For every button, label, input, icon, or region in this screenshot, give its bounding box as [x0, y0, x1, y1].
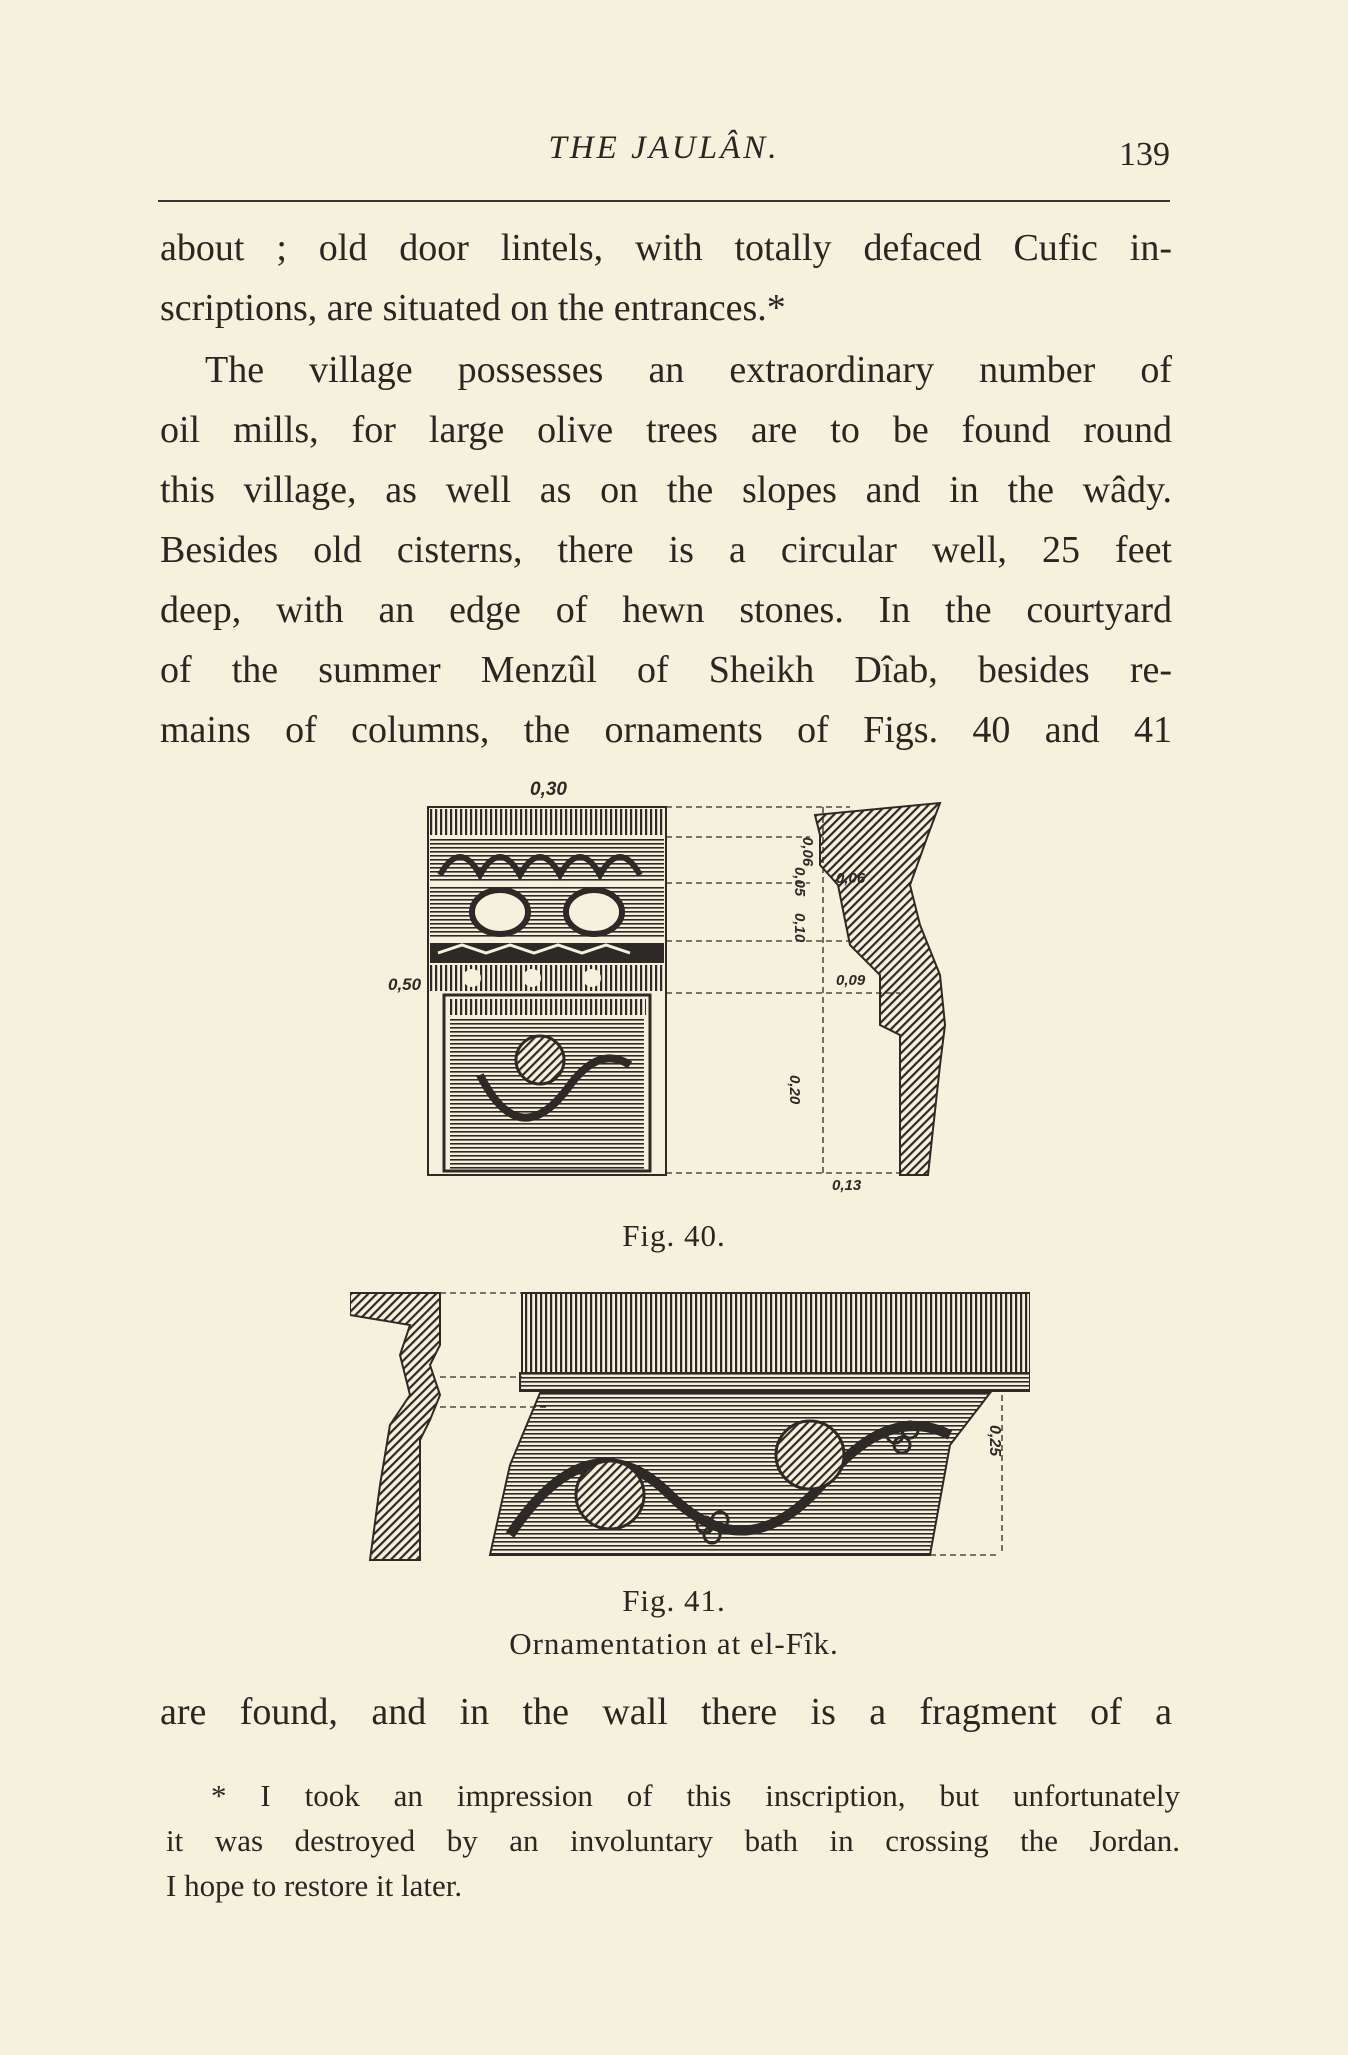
figure-41-drawing	[350, 1285, 1030, 1565]
figure-41-subcaption: Ornamentation at el-Fîk.	[509, 1626, 839, 1661]
text-line: are found, and in the wall there is a fragment of a	[160, 1691, 1172, 1733]
dim-label: 0,09	[836, 972, 866, 989]
figure-40-caption: Fig. 40.	[622, 1218, 726, 1253]
text-line: Besides old cisterns, there is a circular well, 25 feet	[160, 529, 1172, 571]
running-head	[158, 130, 1170, 180]
figure-41-caption: Fig. 41.	[622, 1583, 726, 1618]
header-rule	[158, 200, 1170, 202]
footnote	[166, 1773, 1180, 1908]
text-line: this village, as well as on the slopes and in the wâdy.	[160, 469, 1172, 511]
dim-label: 0,10	[791, 913, 808, 943]
paragraph-3	[160, 1682, 1172, 1742]
dim-label: 0,30	[530, 779, 567, 800]
text-line: about ; old door lintels, with totally defaced Cufic in-	[160, 227, 1172, 269]
dim-label: 0,20	[786, 1075, 803, 1105]
text-line: deep, with an edge of hewn stones. In the courtyard	[160, 589, 1172, 631]
dim-label: 0,13	[832, 1177, 862, 1194]
dim-label: 0,05	[791, 867, 808, 897]
dim-label: 0,06	[799, 837, 816, 867]
footnote-line: * I took an impression of this inscription, but unfortunately	[211, 1778, 1180, 1813]
dim-label: 0,25	[986, 1425, 1003, 1457]
dim-label: 0,50	[388, 975, 422, 994]
dim-label: 0,06	[836, 870, 866, 887]
text-line: oil mills, for large olive trees are to be found round	[160, 409, 1172, 451]
figure-40-drawing	[380, 775, 970, 1205]
footnote-line: I hope to restore it later.	[166, 1868, 463, 1903]
paragraph-1	[160, 218, 1172, 338]
text-line: mains of columns, the ornaments of Figs. 40 and 41	[160, 709, 1172, 751]
page-number: 139	[1119, 136, 1170, 173]
running-title: THE JAULÂN.	[548, 130, 780, 166]
paragraph-2	[160, 340, 1172, 760]
text-line: The village possesses an extraordinary number of	[205, 349, 1172, 391]
footnote-line: it was destroyed by an involuntary bath in crossing the Jordan.	[166, 1823, 1180, 1858]
text-line: scriptions, are situated on the entrances.*	[160, 287, 786, 329]
text-line: of the summer Menzûl of Sheikh Dîab, besides re-	[160, 649, 1172, 691]
